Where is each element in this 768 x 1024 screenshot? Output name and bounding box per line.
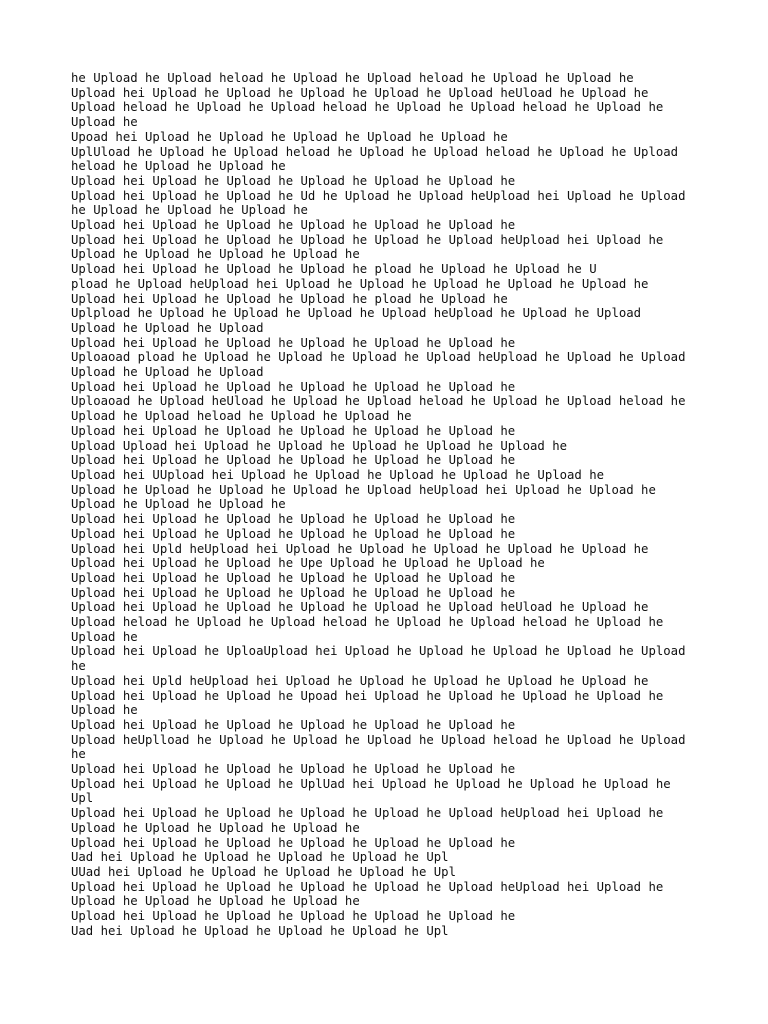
text-line: Upload hei Upload he Upload he Upoad hei Upload he Upload he Upload he Upload he (71, 688, 664, 703)
text-line: Upload hei Upload he Upload he Upload he Upload he Upload he (71, 762, 516, 777)
text-line: Upload hei Upload he Upload he Upload he Upload he Upload heUload he Upload he (71, 85, 649, 100)
text-line: Uploaoad pload he Upload he Upload he Upload he Upload heUpload he Upload he Upload (71, 350, 686, 365)
text-line: Upload hei Upload he Upload he Upload he Upload he Upload he (71, 453, 516, 468)
text-line: Upload hei Upload he Upload he Upload he Upload he Upload heUpload hei Upload he (71, 806, 664, 821)
text-line: Upload hei UUpload hei Upload he Upload he Upload he Upload he Upload he (71, 467, 605, 482)
text-line: Upload hei Upload he Upload he Upload he Upload he Upload he (71, 570, 516, 585)
text-line: Upload hei Upload he Upload he Upload he Upload he Upload he (71, 909, 516, 924)
text-line: he Upload he Upload heload he Upload he Upload heload he Upload he Upload he (71, 71, 634, 85)
text-line: Upload he Upload heload he Upload he Upload he (71, 409, 412, 424)
text-line: UUad hei Upload he Upload he Upload he Upload he Upl (71, 864, 456, 879)
text-line: Upload hei Upload he Upload he Upload he Upload he Upload he (71, 717, 516, 732)
text-line: Upload hei Upload he Upload he Ud he Upload he Upload heUpload hei Upload he Upload (71, 188, 686, 203)
text-line: Upload hei Upload he Upload he Upload he pload he Upload he (71, 291, 508, 306)
text-line: Upload hei Upload he Upload he Upload he Upload he Upload he (71, 423, 516, 438)
text-line: Upload hei Upload he Upload he Upload he Upload he Upload he (71, 512, 516, 527)
text-line: Upload he Upload he Upload he Upload he (71, 247, 360, 262)
text-line: Upload hei Upload he Upload he Upload he Upload he Upload he (71, 335, 516, 350)
text-line: Upload heUplload he Upload he Upload he Upload he Upload heload he Upload he Upload (71, 732, 686, 747)
text-line: Upload hei Upload he Upload he Upload he Upload he Upload he (71, 585, 516, 600)
text-line: Upload hei Upload he Upload he Upload he Upload he Upload he (71, 173, 516, 188)
text-line: Upload he Upload he Upload he Upload he (71, 894, 360, 909)
text-line: Upload hei Upload he UploaUpload hei Upload he Upload he Upload he Upload he Upload (71, 644, 686, 659)
text-line: Upload he (71, 115, 138, 130)
text-line: Upload Upload hei Upload he Upload he Upload he Upload he Upload he (71, 438, 568, 453)
text-line: Upload hei Upload he Upload he Upload he Upload he Upload heUload he Upload he (71, 600, 649, 615)
text-line: Upload he Upload he Upload he Upload he Upload heUpload hei Upload he Upload he (71, 482, 656, 497)
text-line: he (71, 747, 86, 762)
text-line: Upload hei Upload he Upload he Upload he Upload he Upload heUpload hei Upload he (71, 232, 664, 247)
text-line: Upload he Upload he Upload he Upload he (71, 820, 360, 835)
text-line: Upload hei Upload he Upload he Upload he pload he Upload he Upload he U (71, 262, 597, 277)
text-line: pload he Upload heUpload hei Upload he Upload he Upload he Upload he Upload he (71, 276, 649, 291)
text-line: Uplpload he Upload he Upload he Upload he Upload heUpload he Upload he Upload (71, 306, 642, 321)
text-line: heload he Upload he Upload he (71, 159, 286, 174)
text-line: Upload hei Upld heUpload hei Upload he Upload he Upload he Upload he Upload he (71, 673, 649, 688)
text-line: Upload he Upload he Upload (71, 320, 264, 335)
text-line: he Upload he Upload he Upload he (71, 203, 308, 218)
text-line: Uad hei Upload he Upload he Upload he Upload he Upl (71, 923, 449, 938)
text-line: Upload hei Upload he Upload he Upe Upload he Upload he Upload he (71, 556, 545, 571)
text-line: Upload hei Upload he Upload he Upload he Upload he Upload he (71, 379, 516, 394)
text-line: Uploaoad he Upload heUload he Upload he Upload heload he Upload he Upload heload he (71, 394, 686, 409)
text-line: Upoad hei Upload he Upload he Upload he Upload he Upload he (71, 129, 508, 144)
text-line: Upload he (71, 629, 138, 644)
text-line: UplUload he Upload he Upload heload he Upload he Upload heload he Upload he Upload (71, 144, 679, 159)
document-page (71, 71, 711, 938)
text-line: Upload hei Upload he Upload he Upload he Upload he Upload heUpload hei Upload he (71, 879, 664, 894)
text-line: Upload hei Upload he Upload he Upload he Upload he Upload he (71, 218, 516, 233)
text-line: Upload he (71, 703, 138, 718)
text-line: Upload heload he Upload he Upload heload he Upload he Upload heload he Upload he (71, 615, 664, 630)
text-line: Upl (71, 791, 94, 806)
text-line: Uad hei Upload he Upload he Upload he Upload he Upl (71, 850, 449, 865)
text-line: Upload hei Upld heUpload hei Upload he Upload he Upload he Upload he Upload he (71, 541, 649, 556)
text-line: Upload he Upload he Upload he (71, 497, 286, 512)
text-line: Upload hei Upload he Upload he Upload he Upload he Upload he (71, 835, 516, 850)
text-line: Upload hei Upload he Upload he UplUad hei Upload he Upload he Upload he Upload he (71, 776, 671, 791)
text-line: Upload hei Upload he Upload he Upload he Upload he Upload he (71, 526, 516, 541)
text-line: he (71, 659, 86, 674)
text-line: Upload he Upload he Upload (71, 365, 264, 380)
text-line: Upload heload he Upload he Upload heload he Upload he Upload heload he Upload he (71, 100, 664, 115)
